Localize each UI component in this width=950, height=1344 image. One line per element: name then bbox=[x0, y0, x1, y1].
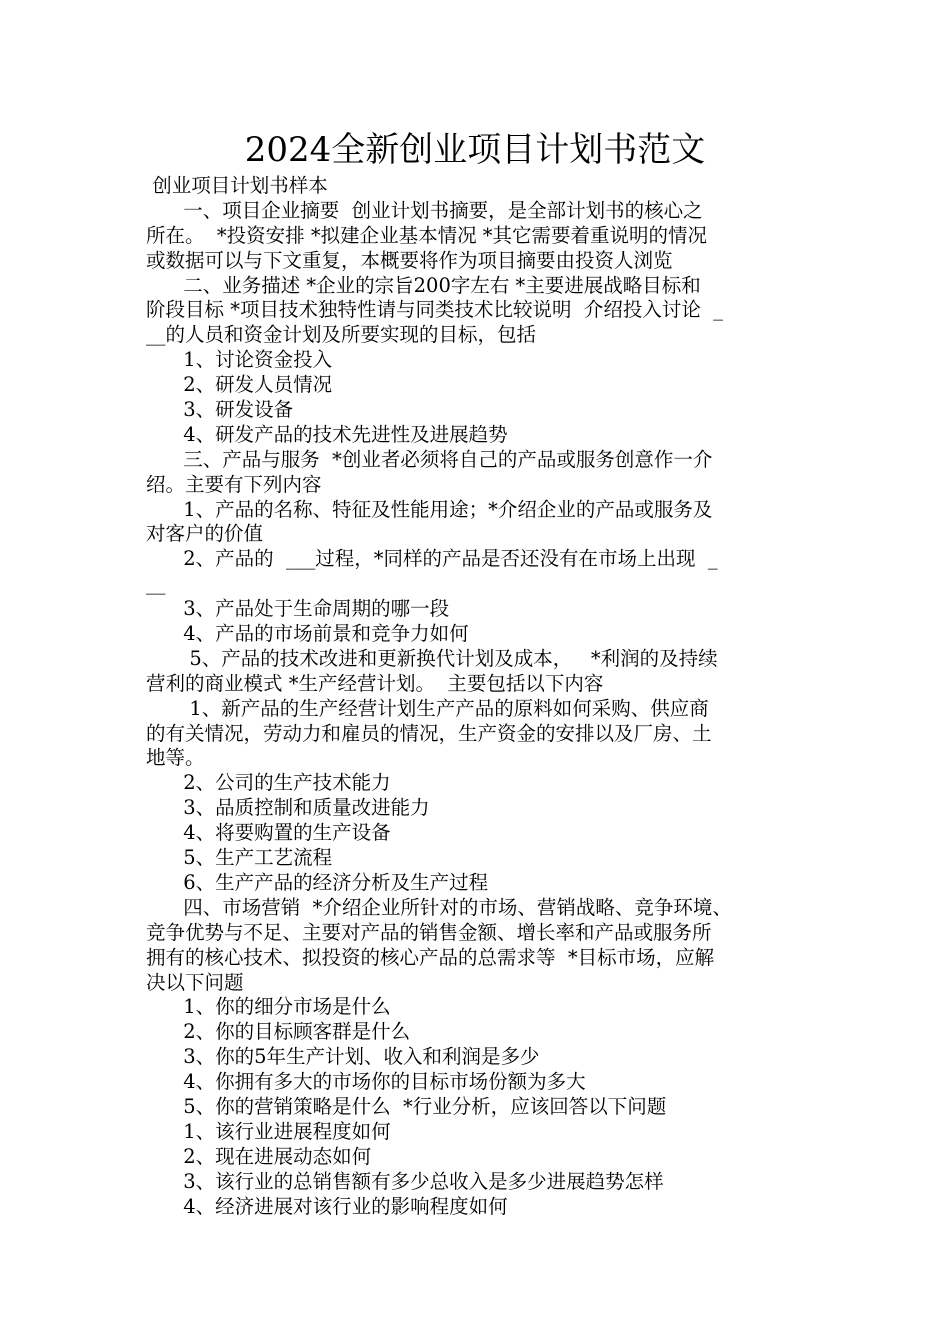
text-line: 地等。 bbox=[146, 746, 205, 770]
document-title: 2024全新创业项目计划书范文 bbox=[244, 130, 706, 170]
text-line: 的有关情况，劳动力和雇员的情况，生产资金的安排以及厂房、土 bbox=[146, 721, 712, 745]
text-line: 竞争优势与不足、主要对产品的销售金额、增长率和产品或服务所 bbox=[146, 920, 712, 944]
text-line: 4、研发产品的技术先进性及进展趋势 bbox=[146, 422, 508, 446]
text-line: 四、市场营销 *介绍企业所针对的市场、营销战略、竞争环境、 bbox=[146, 895, 732, 919]
document-body bbox=[146, 174, 816, 1219]
text-line: 3、你的5年生产计划、收入和利润是多少 bbox=[146, 1045, 540, 1069]
text-line: 6、生产产品的经济分析及生产过程 bbox=[146, 870, 489, 894]
text-line: 1、该行业进展程度如何 bbox=[146, 1119, 391, 1143]
text-line: __ bbox=[146, 572, 166, 596]
text-line: 决以下问题 bbox=[146, 970, 244, 994]
text-line: 营利的商业模式 *生产经营计划。 主要包括以下内容 bbox=[146, 671, 604, 695]
text-line: 4、产品的市场前景和竞争力如何 bbox=[146, 622, 469, 646]
text-line: 3、研发设备 bbox=[146, 398, 294, 422]
text-line: __的人员和资金计划及所要实现的目标，包括 bbox=[146, 323, 537, 347]
text-line: 拥有的核心技术、拟投资的核心产品的总需求等 *目标市场，应解 bbox=[146, 945, 715, 969]
text-line: 绍。主要有下列内容 bbox=[146, 472, 322, 496]
text-line: 2、公司的生产技术能力 bbox=[146, 771, 391, 795]
text-line: 1、你的细分市场是什么 bbox=[146, 995, 391, 1019]
text-line: 阶段目标 *项目技术独特性请与同类技术比较说明 介绍投入讨论 _ bbox=[146, 298, 723, 322]
text-line: 3、品质控制和质量改进能力 bbox=[146, 796, 430, 820]
text-line: 三、产品与服务 *创业者必须将自己的产品或服务创意作一介 bbox=[146, 447, 713, 471]
text-line: 1、产品的名称、特征及性能用途；*介绍企业的产品或服务及 bbox=[146, 497, 713, 521]
text-line: 或数据可以与下文重复，本概要将作为项目摘要由投资人浏览 bbox=[146, 248, 673, 272]
text-line: 对客户的价值 bbox=[146, 522, 264, 546]
text-line: 创业项目计划书样本 bbox=[146, 174, 328, 197]
text-line: 2、你的目标顾客群是什么 bbox=[146, 1020, 411, 1044]
text-line: 5、生产工艺流程 bbox=[146, 846, 333, 870]
text-line: 2、研发人员情况 bbox=[146, 373, 333, 397]
text-line: 3、产品处于生命周期的哪一段 bbox=[146, 597, 450, 621]
text-line: 3、该行业的总销售额有多少总收入是多少进展趋势怎样 bbox=[146, 1169, 664, 1193]
text-line: 4、将要购置的生产设备 bbox=[146, 821, 391, 845]
text-line: 1、新产品的生产经营计划生产产品的原料如何采购、供应商 bbox=[146, 696, 709, 720]
text-line: 4、你拥有多大的市场你的目标市场份额为多大 bbox=[146, 1070, 586, 1094]
text-line: 2、产品的 ___过程，*同样的产品是否还没有在市场上出现 _ bbox=[146, 547, 718, 571]
text-line: 2、现在进展动态如何 bbox=[146, 1144, 372, 1168]
text-line: 1、讨论资金投入 bbox=[146, 348, 333, 372]
text-line: 二、业务描述 *企业的宗旨200字左右 *主要进展战略目标和 bbox=[146, 273, 701, 297]
text-line: 一、项目企业摘要 创业计划书摘要，是全部计划书的核心之 bbox=[146, 198, 703, 222]
text-line: 所在。 *投资安排 *拟建企业基本情况 *其它需要着重说明的情况 bbox=[146, 223, 708, 247]
text-line: 5、产品的技术改进和更新换代计划及成本， *利润的及持续 bbox=[146, 646, 718, 670]
text-line: 4、经济进展对该行业的影响程度如何 bbox=[146, 1194, 508, 1218]
text-line: 5、你的营销策略是什么 *行业分析，应该回答以下问题 bbox=[146, 1094, 667, 1118]
